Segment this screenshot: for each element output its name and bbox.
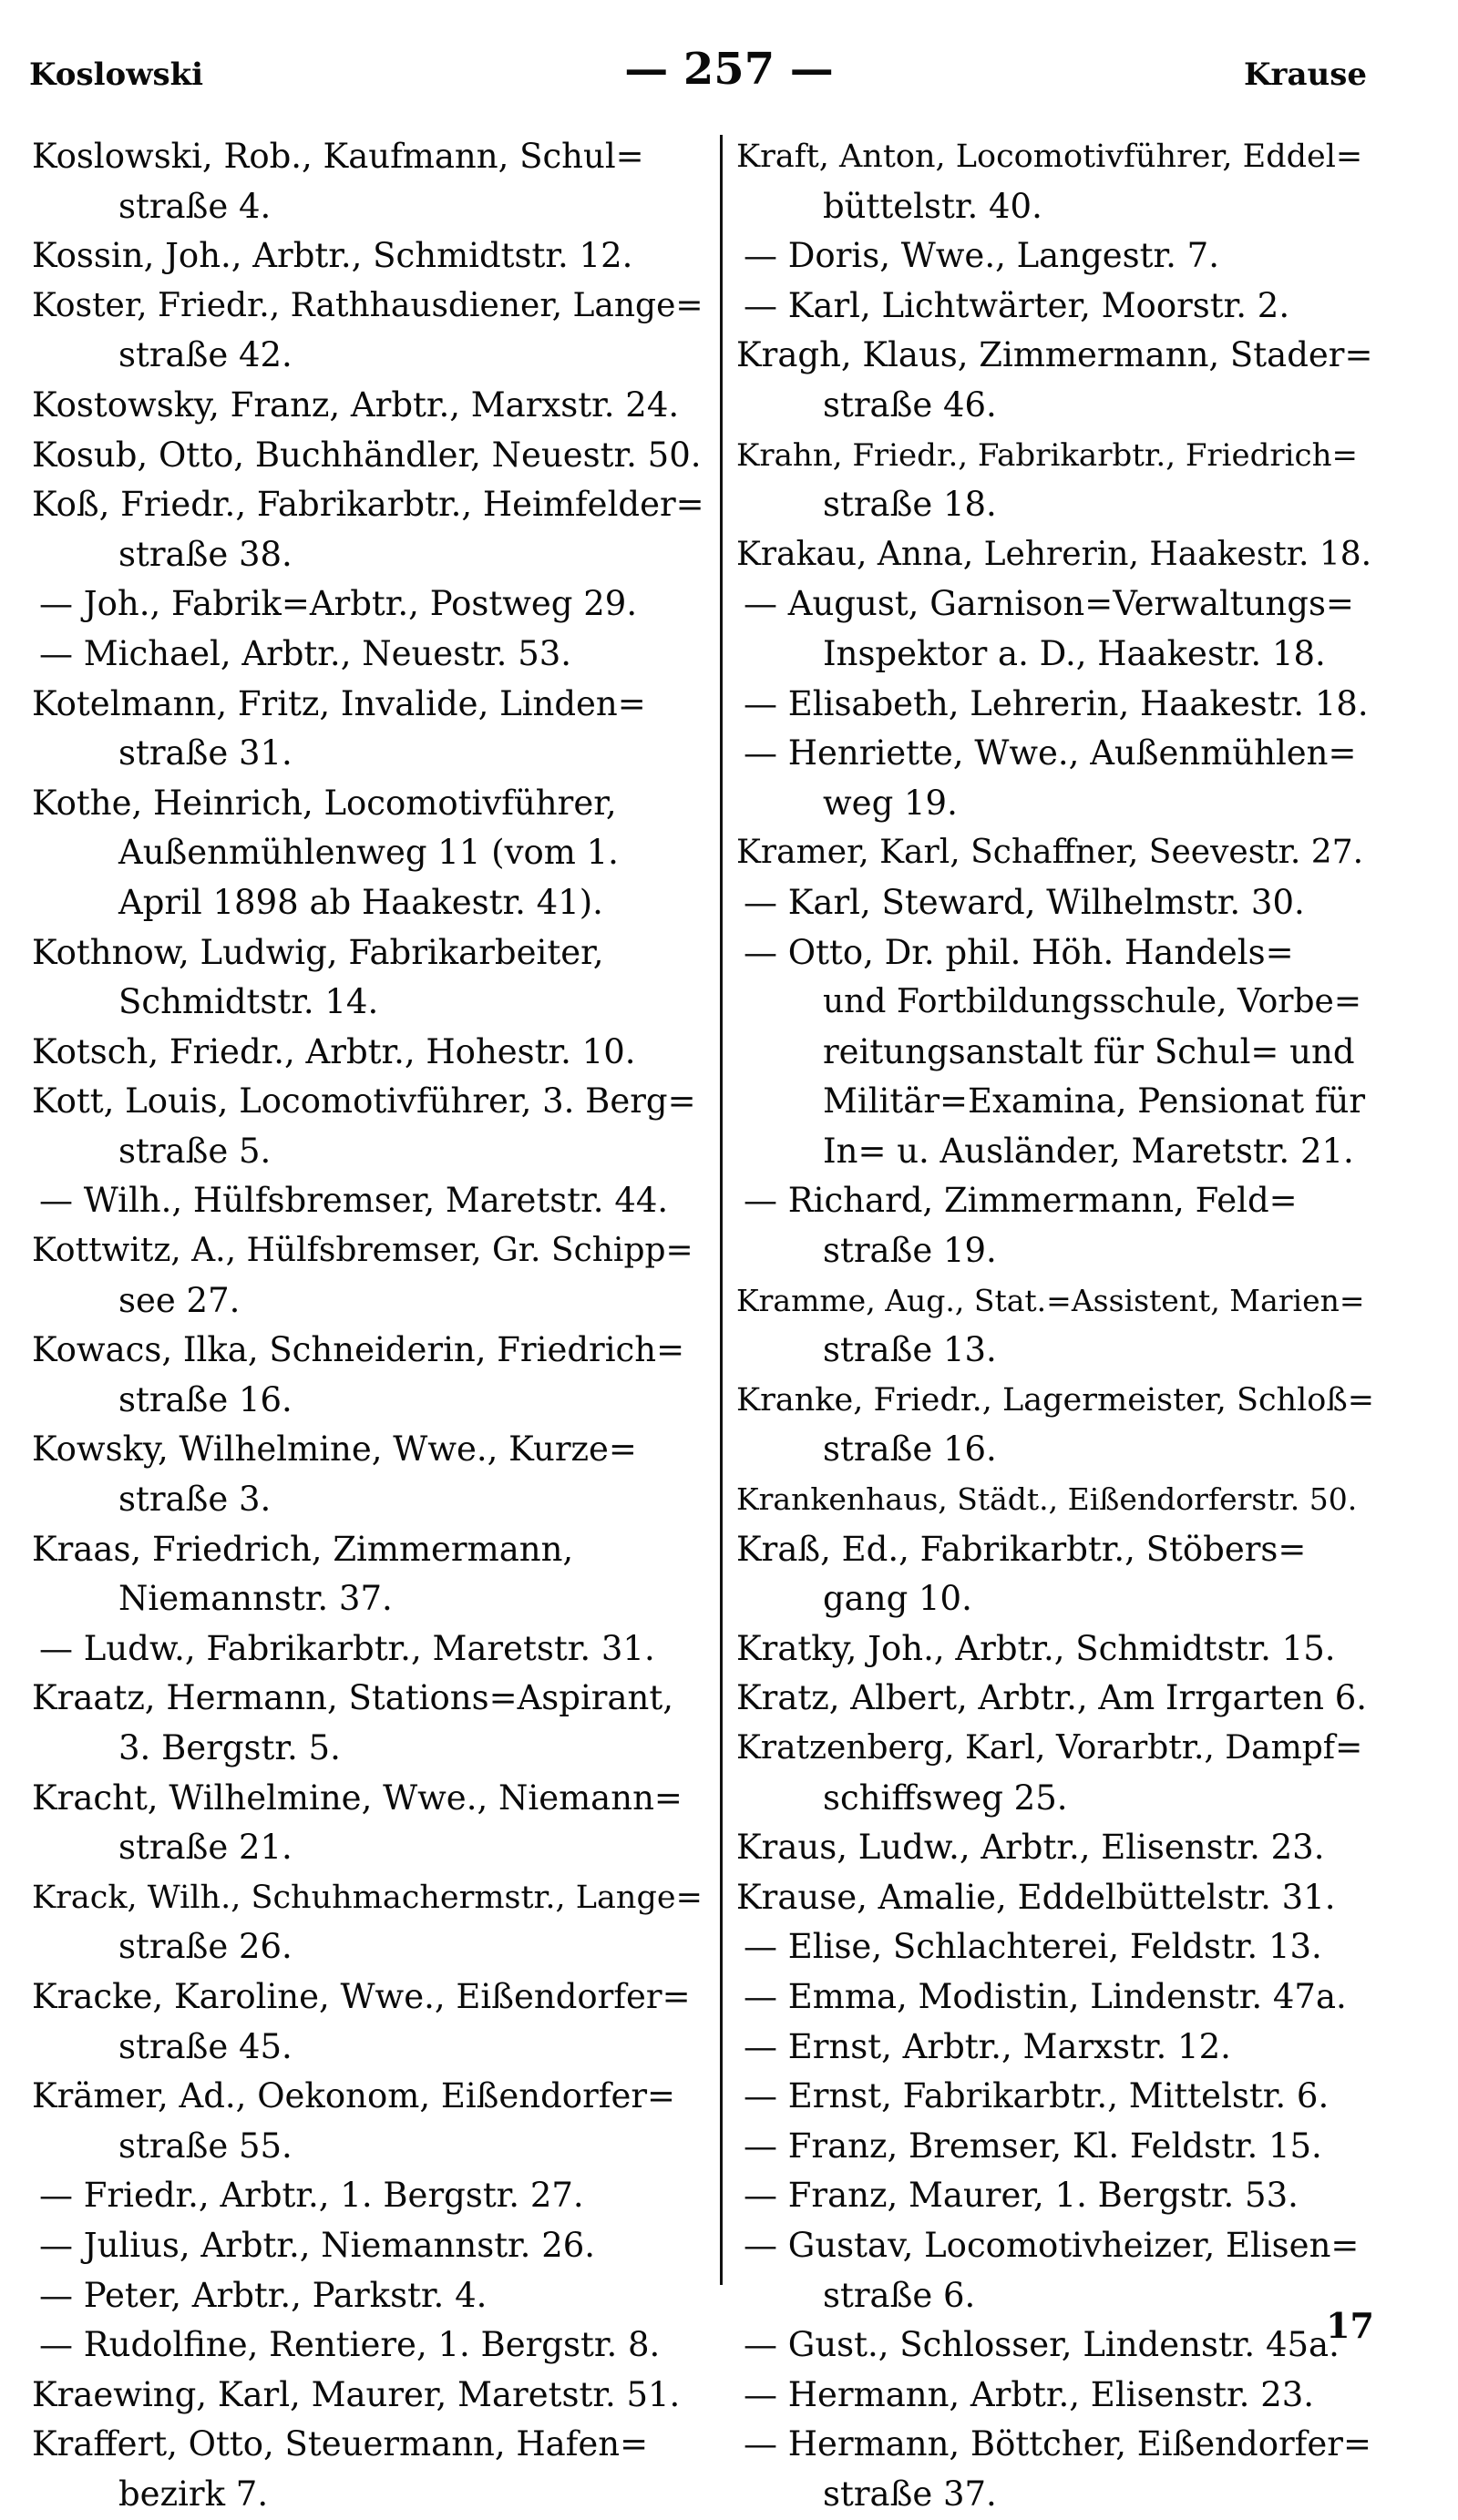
entry-continuation-line: und Fortbildungsschule, Vorbe= — [823, 983, 1362, 1021]
directory-entry-line: — Hermann, Arbtr., Elisenstr. 23. — [744, 2374, 1315, 2414]
directory-entry-line: — Otto, Dr. phil. Höh. Handels= — [744, 932, 1294, 972]
directory-entry-line: — Julius, Arbtr., Niemannstr. 26. — [39, 2225, 596, 2265]
entry-continuation-line: straße 46. — [823, 384, 997, 425]
directory-entry-line: — Friedr., Arbtr., 1. Bergstr. 27. — [39, 2176, 584, 2216]
entry-continuation-line: straße 4. — [118, 186, 272, 226]
directory-entry-line: Kothe, Heinrich, Locomotivführer, — [32, 783, 617, 823]
directory-entry-line: — Franz, Bremser, Kl. Feldstr. 15. — [744, 2126, 1322, 2166]
directory-entry-line: Koß, Friedr., Fabrikarbtr., Heimfelder= — [32, 485, 704, 525]
entry-continuation-line: büttelstr. 40. — [823, 186, 1042, 226]
entry-continuation-line: reitungsanstalt für Schul= und — [823, 1031, 1355, 1071]
directory-entry-line: Kragh, Klaus, Zimmermann, Stader= — [736, 335, 1373, 375]
entry-continuation-line: Inspektor a. D., Haakestr. 18. — [823, 633, 1326, 673]
directory-entry-line: — Wilh., Hülfsbremser, Maretstr. 44. — [39, 1181, 669, 1221]
directory-entry-line: Koslowski, Rob., Kaufmann, Schul= — [32, 137, 644, 176]
directory-entry-line: — Rudolfine, Rentiere, 1. Bergstr. 8. — [39, 2325, 661, 2365]
entry-continuation-line: Schmidtstr. 14. — [118, 982, 379, 1022]
directory-entry-line: — Richard, Zimmermann, Feld= — [744, 1181, 1298, 1221]
entry-continuation-line: Militär=Examina, Pensionat für — [823, 1081, 1366, 1122]
directory-entry-line: Kratzenberg, Karl, Vorarbtr., Dampf= — [736, 1729, 1363, 1767]
entry-continuation-line: straße 38. — [118, 534, 293, 574]
directory-entry-line: — Michael, Arbtr., Neuestr. 53. — [39, 633, 572, 673]
directory-entry-line: — Karl, Steward, Wilhelmstr. 30. — [744, 882, 1305, 922]
entry-continuation-line: straße 31. — [118, 733, 293, 773]
directory-entry-line: Kracke, Karoline, Wwe., Eißendorfer= — [32, 1976, 691, 2016]
running-head-left: Koslowski — [29, 56, 204, 93]
directory-entry-line: — Joh., Fabrik=Arbtr., Postweg 29. — [39, 584, 638, 624]
entry-continuation-line: Außenmühlenweg 11 (vom 1. — [118, 833, 619, 873]
entry-continuation-line: April 1898 ab Haakestr. 41). — [118, 882, 603, 922]
directory-entry-line: — Karl, Lichtwärter, Moorstr. 2. — [744, 285, 1290, 325]
directory-entry-line: Kosub, Otto, Buchhändler, Neuestr. 50. — [32, 435, 702, 475]
entry-continuation-line: straße 5. — [118, 1131, 272, 1171]
entry-continuation-line: straße 37. — [823, 2474, 997, 2514]
directory-entry-line: Kranke, Friedr., Lagermeister, Schloß= — [736, 1381, 1374, 1419]
entry-continuation-line: schiffsweg 25. — [823, 1777, 1068, 1818]
directory-entry-line: Kracht, Wilhelmine, Wwe., Niemann= — [32, 1777, 683, 1818]
directory-entry-line: Kostowsky, Franz, Arbtr., Marxstr. 24. — [32, 384, 680, 425]
directory-entry-line: — Peter, Arbtr., Parkstr. 4. — [39, 2275, 488, 2315]
directory-entry-line: Kraus, Ludw., Arbtr., Elisenstr. 23. — [736, 1828, 1325, 1868]
entry-continuation-line: In= u. Ausländer, Maretstr. 21. — [823, 1131, 1354, 1171]
left-column — [32, 132, 708, 2520]
directory-entry-line: Krämer, Ad., Oekonom, Eißendorfer= — [32, 2076, 676, 2116]
directory-entry-line: Kottwitz, A., Hülfsbremser, Gr. Schipp= — [32, 1232, 693, 1270]
directory-entry-line: Kratz, Albert, Arbtr., Am Irrgarten 6. — [736, 1678, 1367, 1718]
directory-entry-line: Krankenhaus, Städt., Eißendorferstr. 50. — [736, 1481, 1358, 1518]
directory-entry-line: Kowsky, Wilhelmine, Wwe., Kurze= — [32, 1429, 637, 1470]
directory-entry-line: — Franz, Maurer, 1. Bergstr. 53. — [744, 2176, 1299, 2216]
entry-continuation-line: straße 18. — [823, 485, 997, 525]
right-column — [736, 132, 1374, 2520]
directory-entry-line: — Doris, Wwe., Langestr. 7. — [744, 236, 1219, 276]
page-number: — 257 — — [624, 44, 834, 95]
directory-entry-line: — Gust., Schlosser, Lindenstr. 45a. — [744, 2325, 1340, 2365]
directory-entry-line: Kott, Louis, Locomotivführer, 3. Berg= — [32, 1081, 696, 1122]
entry-continuation-line: Niemannstr. 37. — [118, 1579, 393, 1619]
directory-entry-line: Kothnow, Ludwig, Fabrikarbeiter, — [32, 932, 604, 972]
directory-entry-line: Kossin, Joh., Arbtr., Schmidtstr. 12. — [32, 236, 633, 276]
entry-continuation-line: straße 13. — [823, 1330, 997, 1370]
entry-continuation-line: bezirk 7. — [118, 2474, 269, 2514]
directory-entry-line: — Gustav, Locomotivheizer, Elisen= — [744, 2225, 1360, 2265]
column-divider — [720, 135, 723, 2285]
directory-entry-line: — Elise, Schlachterei, Feldstr. 13. — [744, 1927, 1322, 1967]
entry-continuation-line: straße 55. — [118, 2126, 293, 2166]
directory-entry-line: Kraft, Anton, Locomotivführer, Eddel= — [736, 138, 1363, 175]
signature-mark: 17 — [1326, 2305, 1374, 2346]
entry-continuation-line: straße 16. — [823, 1429, 997, 1470]
entry-continuation-line: straße 21. — [118, 1828, 293, 1868]
entry-continuation-line: straße 26. — [118, 1927, 293, 1967]
entry-continuation-line: see 27. — [118, 1280, 241, 1320]
directory-entry-line: — Emma, Modistin, Lindenstr. 47a. — [744, 1976, 1347, 2016]
directory-entry-line: — August, Garnison=Verwaltungs= — [744, 584, 1354, 624]
directory-entry-line: — Ernst, Arbtr., Marxstr. 12. — [744, 2026, 1231, 2066]
entry-continuation-line: straße 16. — [118, 1379, 293, 1419]
directory-entry-line: — Ernst, Fabrikarbtr., Mittelstr. 6. — [744, 2076, 1330, 2116]
directory-entry-line: Krack, Wilh., Schuhmachermstr., Lange= — [32, 1879, 703, 1916]
running-head-right: Krause — [1244, 56, 1367, 93]
directory-entry-line: Kraß, Ed., Fabrikarbtr., Stöbers= — [736, 1529, 1307, 1569]
entry-continuation-line: straße 19. — [823, 1231, 997, 1271]
entry-continuation-line: straße 45. — [118, 2026, 293, 2066]
directory-entry-line: Kowacs, Ilka, Schneiderin, Friedrich= — [32, 1330, 685, 1370]
entry-continuation-line: gang 10. — [823, 1579, 972, 1619]
directory-entry-line: Kratky, Joh., Arbtr., Schmidtstr. 15. — [736, 1628, 1336, 1668]
directory-entry-line: Koster, Friedr., Rathhausdiener, Lange= — [32, 286, 703, 324]
directory-entry-line: Kramer, Karl, Schaffner, Seevestr. 27. — [736, 834, 1364, 872]
directory-entry-line: Kramme, Aug., Stat.=Assistent, Marien= — [736, 1282, 1365, 1318]
entry-continuation-line: straße 42. — [118, 335, 293, 375]
directory-entry-line: Kraatz, Hermann, Stations=Aspirant, — [32, 1678, 674, 1718]
entry-continuation-line: straße 6. — [823, 2275, 976, 2315]
directory-entry-line: Krahn, Friedr., Fabrikarbtr., Friedrich= — [736, 436, 1358, 474]
directory-entry-line: Kotsch, Friedr., Arbtr., Hohestr. 10. — [32, 1031, 636, 1071]
directory-entry-line: — Hermann, Böttcher, Eißendorfer= — [744, 2424, 1371, 2464]
entry-continuation-line: 3. Bergstr. 5. — [118, 1728, 341, 1767]
entry-continuation-line: straße 3. — [118, 1480, 272, 1520]
directory-entry-line: Krakau, Anna, Lehrerin, Haakestr. 18. — [736, 535, 1372, 573]
directory-entry-line: Kraffert, Otto, Steuermann, Hafen= — [32, 2424, 649, 2464]
directory-entry-line: — Ludw., Fabrikarbtr., Maretstr. 31. — [39, 1628, 655, 1668]
directory-entry-line: Kraewing, Karl, Maurer, Maretstr. 51. — [32, 2374, 681, 2414]
directory-entry-line: — Henriette, Wwe., Außenmühlen= — [744, 733, 1357, 773]
directory-entry-line: — Elisabeth, Lehrerin, Haakestr. 18. — [744, 683, 1369, 723]
directory-entry-line: Kotelmann, Fritz, Invalide, Linden= — [32, 683, 646, 723]
directory-entry-line: Kraas, Friedrich, Zimmermann, — [32, 1529, 574, 1569]
directory-entry-line: Krause, Amalie, Eddelbüttelstr. 31. — [736, 1877, 1336, 1917]
entry-continuation-line: weg 19. — [823, 783, 958, 823]
